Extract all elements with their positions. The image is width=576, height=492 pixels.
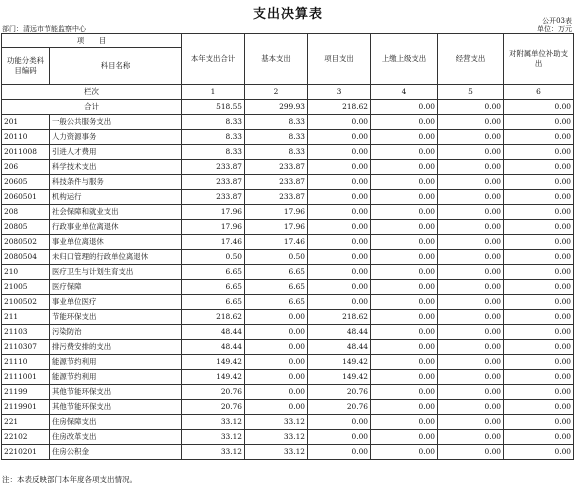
report-title: 支出决算表 [252, 7, 323, 22]
amount-cell: 0.00 [504, 370, 574, 385]
amount-cell: 48.44 [308, 340, 371, 355]
amount-cell: 0.00 [438, 325, 504, 340]
amount-cell: 0.00 [504, 355, 574, 370]
table-row [2, 265, 574, 280]
function-code: 20605 [2, 175, 50, 190]
header-item-group: 项 目 [2, 34, 182, 48]
function-code: 22102 [2, 430, 50, 445]
function-code: 2060501 [2, 190, 50, 205]
table-row [2, 310, 574, 325]
column-number: 6 [504, 85, 574, 100]
amount-cell: 0.00 [245, 370, 308, 385]
amount-cell: 0.00 [504, 175, 574, 190]
amount-cell: 0.00 [438, 115, 504, 130]
amount-cell: 233.87 [182, 190, 245, 205]
amount-cell: 0.00 [504, 415, 574, 430]
amount-cell: 233.87 [182, 175, 245, 190]
amount-cell: 0.00 [308, 220, 371, 235]
amount-cell: 0.00 [504, 340, 574, 355]
total-value: 0.00 [504, 100, 574, 115]
amount-cell: 48.44 [308, 325, 371, 340]
amount-cell: 0.00 [438, 310, 504, 325]
header-code: 功能分类科目编码 [2, 48, 50, 85]
amount-cell: 218.62 [308, 310, 371, 325]
amount-cell: 0.00 [371, 115, 438, 130]
table-row [2, 385, 574, 400]
amount-cell: 17.96 [245, 220, 308, 235]
table-row [2, 430, 574, 445]
table-row [2, 205, 574, 220]
amount-cell: 0.00 [308, 190, 371, 205]
subject-name: 事业单位离退休 [50, 235, 182, 250]
function-code: 2119901 [2, 400, 50, 415]
amount-cell: 0.00 [371, 220, 438, 235]
amount-cell: 20.76 [308, 385, 371, 400]
table-row [2, 190, 574, 205]
amount-cell: 0.00 [504, 190, 574, 205]
amount-cell: 233.87 [245, 175, 308, 190]
amount-cell: 0.00 [245, 355, 308, 370]
amount-cell: 0.00 [504, 430, 574, 445]
amount-cell: 233.87 [182, 160, 245, 175]
table-row [2, 400, 574, 415]
amount-cell: 0.00 [438, 235, 504, 250]
function-code: 2080502 [2, 235, 50, 250]
subject-name: 一般公共服务支出 [50, 115, 182, 130]
table-row [2, 295, 574, 310]
function-code: 211 [2, 310, 50, 325]
subject-name: 住房公积金 [50, 445, 182, 460]
amount-cell: 0.00 [438, 265, 504, 280]
function-code: 2111001 [2, 370, 50, 385]
amount-cell: 233.87 [245, 190, 308, 205]
function-code: 2110307 [2, 340, 50, 355]
amount-cell: 6.65 [245, 295, 308, 310]
amount-cell: 0.00 [438, 190, 504, 205]
amount-cell: 6.65 [182, 295, 245, 310]
table-row [2, 235, 574, 250]
total-value: 518.55 [182, 100, 245, 115]
amount-cell: 8.33 [182, 145, 245, 160]
amount-cell: 149.42 [308, 355, 371, 370]
amount-cell: 0.00 [504, 280, 574, 295]
amount-cell: 33.12 [182, 415, 245, 430]
subject-name: 科技条件与服务 [50, 175, 182, 190]
amount-cell: 0.00 [308, 175, 371, 190]
table-row [2, 370, 574, 385]
amount-cell: 6.65 [182, 280, 245, 295]
amount-cell: 0.00 [371, 355, 438, 370]
amount-cell: 0.00 [371, 280, 438, 295]
amount-cell: 0.00 [371, 370, 438, 385]
column-number: 5 [438, 85, 504, 100]
amount-cell: 6.65 [245, 265, 308, 280]
amount-cell: 0.00 [371, 160, 438, 175]
amount-cell: 0.00 [371, 310, 438, 325]
header-project: 项目支出 [308, 34, 371, 85]
amount-cell: 17.46 [245, 235, 308, 250]
amount-cell: 0.00 [438, 295, 504, 310]
unit-label: 单位：万元 [537, 25, 572, 33]
subject-name: 机构运行 [50, 190, 182, 205]
function-code: 21005 [2, 280, 50, 295]
amount-cell: 0.00 [438, 445, 504, 460]
amount-cell: 0.00 [245, 340, 308, 355]
amount-cell: 0.00 [371, 385, 438, 400]
amount-cell: 33.12 [245, 430, 308, 445]
amount-cell: 0.00 [371, 430, 438, 445]
amount-cell: 17.96 [182, 205, 245, 220]
table-row [2, 175, 574, 190]
amount-cell: 0.00 [371, 145, 438, 160]
column-number-row [2, 85, 574, 100]
amount-cell: 0.00 [438, 160, 504, 175]
amount-cell: 0.00 [438, 400, 504, 415]
total-value: 0.00 [438, 100, 504, 115]
amount-cell: 0.00 [371, 175, 438, 190]
column-number: 1 [182, 85, 245, 100]
subject-name: 行政事业单位离退休 [50, 220, 182, 235]
amount-cell: 33.12 [245, 445, 308, 460]
amount-cell: 20.76 [308, 400, 371, 415]
amount-cell: 0.00 [371, 130, 438, 145]
amount-cell: 48.44 [182, 325, 245, 340]
amount-cell: 149.42 [308, 370, 371, 385]
subject-name: 能源节约利用 [50, 370, 182, 385]
amount-cell: 0.00 [371, 400, 438, 415]
amount-cell: 17.96 [182, 220, 245, 235]
table-row [2, 160, 574, 175]
footnote: 注：本表反映部门本年度各项支出情况。 [2, 475, 137, 484]
table-row [2, 325, 574, 340]
amount-cell: 0.00 [308, 130, 371, 145]
amount-cell: 218.62 [182, 310, 245, 325]
amount-cell: 0.00 [371, 295, 438, 310]
amount-cell: 233.87 [245, 160, 308, 175]
amount-cell: 0.00 [504, 250, 574, 265]
table-row [2, 340, 574, 355]
amount-cell: 0.00 [438, 205, 504, 220]
column-number: 3 [308, 85, 371, 100]
table-row [2, 355, 574, 370]
function-code: 20805 [2, 220, 50, 235]
amount-cell: 0.00 [308, 250, 371, 265]
amount-cell: 0.00 [371, 340, 438, 355]
amount-cell: 0.00 [308, 115, 371, 130]
function-code: 221 [2, 415, 50, 430]
amount-cell: 0.00 [308, 295, 371, 310]
subject-name: 其他节能环保支出 [50, 400, 182, 415]
amount-cell: 0.00 [308, 145, 371, 160]
amount-cell: 0.00 [504, 325, 574, 340]
amount-cell: 0.00 [308, 265, 371, 280]
amount-cell: 48.44 [182, 340, 245, 355]
function-code: 2080504 [2, 250, 50, 265]
header-subsidiary: 对附属单位补助支出 [504, 34, 574, 85]
amount-cell: 0.00 [504, 130, 574, 145]
subject-name: 医疗保障 [50, 280, 182, 295]
amount-cell: 17.46 [182, 235, 245, 250]
amount-cell: 0.00 [504, 220, 574, 235]
amount-cell: 0.00 [504, 205, 574, 220]
amount-cell: 0.50 [245, 250, 308, 265]
function-code: 201 [2, 115, 50, 130]
amount-cell: 0.00 [245, 385, 308, 400]
function-code: 21199 [2, 385, 50, 400]
amount-cell: 0.50 [182, 250, 245, 265]
amount-cell: 0.00 [308, 445, 371, 460]
function-code: 20110 [2, 130, 50, 145]
amount-cell: 0.00 [438, 145, 504, 160]
table-row [2, 145, 574, 160]
amount-cell: 0.00 [438, 250, 504, 265]
amount-cell: 149.42 [182, 355, 245, 370]
subject-name: 其他节能环保支出 [50, 385, 182, 400]
function-code: 208 [2, 205, 50, 220]
amount-cell: 0.00 [438, 415, 504, 430]
function-code: 21103 [2, 325, 50, 340]
header-name: 科目名称 [50, 48, 182, 85]
amount-cell: 0.00 [371, 445, 438, 460]
amount-cell: 0.00 [504, 445, 574, 460]
amount-cell: 8.33 [182, 130, 245, 145]
amount-cell: 0.00 [371, 265, 438, 280]
amount-cell: 8.33 [245, 145, 308, 160]
table-row [2, 280, 574, 295]
expenditure-table [1, 33, 574, 460]
table-row [2, 415, 574, 430]
amount-cell: 0.00 [245, 310, 308, 325]
amount-cell: 0.00 [308, 415, 371, 430]
column-number: 4 [371, 85, 438, 100]
amount-cell: 0.00 [438, 340, 504, 355]
amount-cell: 0.00 [438, 430, 504, 445]
amount-cell: 0.00 [308, 430, 371, 445]
subject-name: 能源节约利用 [50, 355, 182, 370]
function-code: 2210201 [2, 445, 50, 460]
amount-cell: 0.00 [371, 205, 438, 220]
subject-name: 节能环保支出 [50, 310, 182, 325]
total-value: 299.93 [245, 100, 308, 115]
amount-cell: 0.00 [438, 175, 504, 190]
amount-cell: 0.00 [504, 235, 574, 250]
amount-cell: 33.12 [182, 445, 245, 460]
total-value: 0.00 [371, 100, 438, 115]
amount-cell: 33.12 [245, 415, 308, 430]
amount-cell: 0.00 [438, 280, 504, 295]
amount-cell: 6.65 [245, 280, 308, 295]
subject-name: 污染防治 [50, 325, 182, 340]
amount-cell: 20.76 [182, 400, 245, 415]
amount-cell: 33.12 [182, 430, 245, 445]
amount-cell: 0.00 [371, 190, 438, 205]
subject-name: 住房改革支出 [50, 430, 182, 445]
subject-name: 医疗卫生与计划生育支出 [50, 265, 182, 280]
amount-cell: 0.00 [308, 280, 371, 295]
amount-cell: 8.33 [245, 115, 308, 130]
column-number-label: 栏次 [2, 85, 182, 100]
total-label: 合计 [2, 100, 182, 115]
subject-name: 人力资源事务 [50, 130, 182, 145]
header-operating: 经营支出 [438, 34, 504, 85]
amount-cell: 0.00 [504, 115, 574, 130]
header-upper: 上缴上级支出 [371, 34, 438, 85]
subject-name: 引进人才费用 [50, 145, 182, 160]
amount-cell: 0.00 [504, 385, 574, 400]
amount-cell: 0.00 [504, 400, 574, 415]
amount-cell: 0.00 [308, 235, 371, 250]
amount-cell: 0.00 [438, 385, 504, 400]
form-code: 公开03表 [542, 17, 572, 25]
function-code: 2100502 [2, 295, 50, 310]
amount-cell: 0.00 [245, 400, 308, 415]
amount-cell: 8.33 [245, 130, 308, 145]
amount-cell: 0.00 [245, 325, 308, 340]
table-row [2, 115, 574, 130]
table-row [2, 220, 574, 235]
amount-cell: 0.00 [438, 370, 504, 385]
amount-cell: 17.96 [245, 205, 308, 220]
total-value: 218.62 [308, 100, 371, 115]
subject-name: 社会保障和就业支出 [50, 205, 182, 220]
header-total: 本年支出合计 [182, 34, 245, 85]
table-row [2, 445, 574, 460]
subject-name: 住房保障支出 [50, 415, 182, 430]
amount-cell: 8.33 [182, 115, 245, 130]
amount-cell: 0.00 [438, 130, 504, 145]
amount-cell: 0.00 [504, 295, 574, 310]
table-row [2, 130, 574, 145]
table-row [2, 250, 574, 265]
amount-cell: 0.00 [504, 265, 574, 280]
total-row [2, 100, 574, 115]
amount-cell: 0.00 [504, 160, 574, 175]
amount-cell: 0.00 [371, 235, 438, 250]
amount-cell: 0.00 [504, 310, 574, 325]
function-code: 206 [2, 160, 50, 175]
subject-name: 未归口管理的行政单位离退休 [50, 250, 182, 265]
amount-cell: 0.00 [371, 415, 438, 430]
amount-cell: 0.00 [308, 205, 371, 220]
amount-cell: 0.00 [504, 145, 574, 160]
subject-name: 排污费安排的支出 [50, 340, 182, 355]
amount-cell: 149.42 [182, 370, 245, 385]
amount-cell: 0.00 [371, 250, 438, 265]
amount-cell: 0.00 [438, 220, 504, 235]
department-label: 部门：清远市节能监察中心 [2, 25, 86, 33]
amount-cell: 0.00 [308, 160, 371, 175]
amount-cell: 0.00 [438, 355, 504, 370]
function-code: 21110 [2, 355, 50, 370]
amount-cell: 20.76 [182, 385, 245, 400]
column-number: 2 [245, 85, 308, 100]
header-basic: 基本支出 [245, 34, 308, 85]
amount-cell: 6.65 [182, 265, 245, 280]
function-code: 2011008 [2, 145, 50, 160]
amount-cell: 0.00 [371, 325, 438, 340]
function-code: 210 [2, 265, 50, 280]
subject-name: 科学技术支出 [50, 160, 182, 175]
subject-name: 事业单位医疗 [50, 295, 182, 310]
